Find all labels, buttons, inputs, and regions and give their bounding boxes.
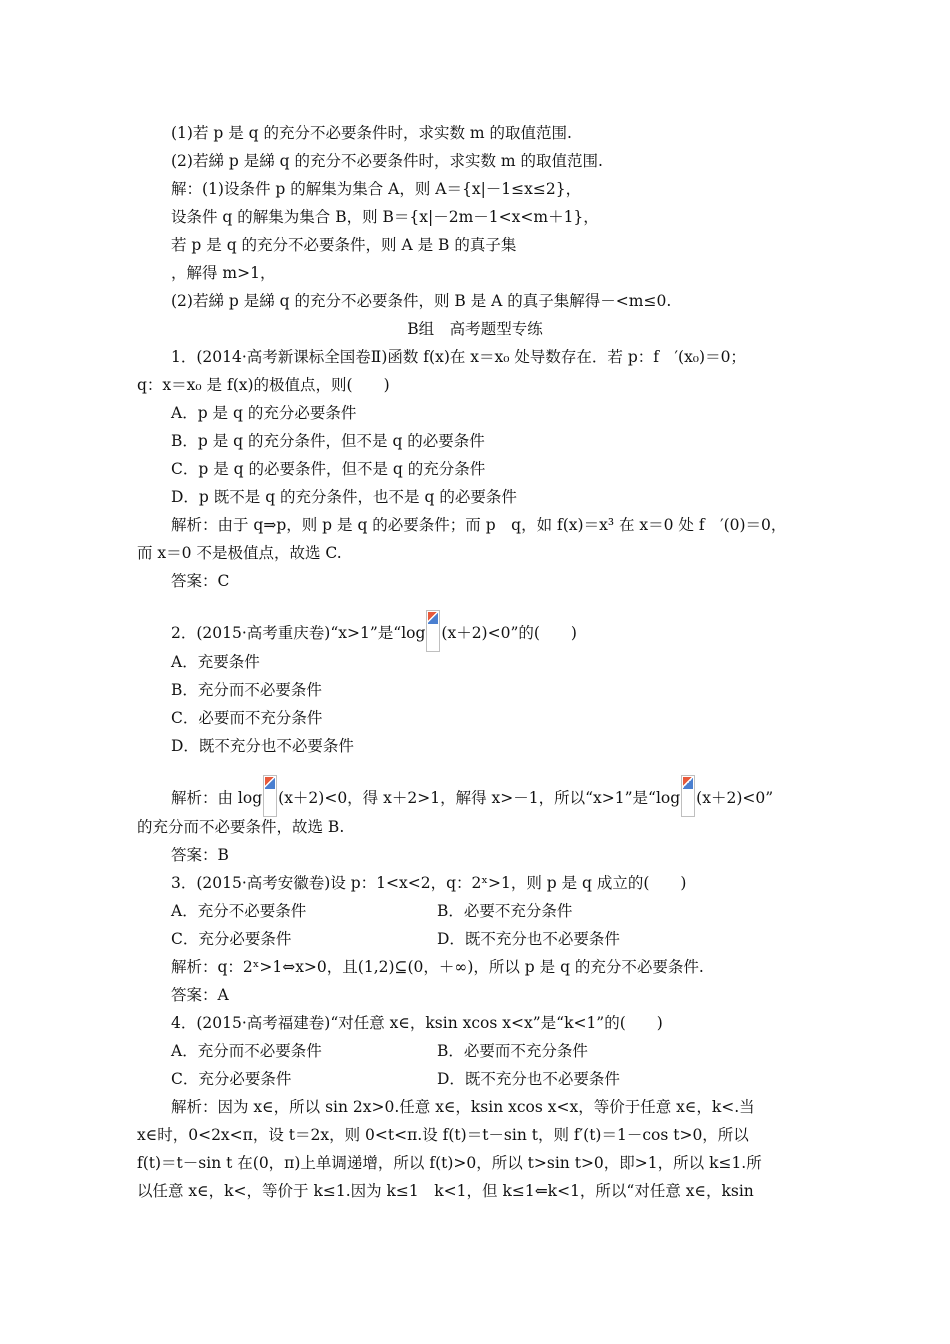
question-1-stem: 1．(2014·高考新课标全国卷Ⅱ)函数 f(x)在 x＝x₀ 处导数存在．若 p：f ′(x₀)＝0； [171,348,746,366]
analysis-line: 解析：因为 x∈，所以 sin 2x>0.任意 x∈，ksin xcos x<x，等价于任意 x∈，k<.当 [171,1098,755,1116]
option-c: C．p 是 q 的必要条件，但不是 q 的充分条件 [171,460,486,478]
option-a: A．充要条件 [171,653,260,671]
analysis-line: 的充分而不必要条件，故选 B. [137,818,345,836]
analysis-text-c: (x＋2)<0” [696,789,774,807]
answer-line: 答案：B [171,846,229,864]
option-d: D．既不充分也不必要条件 [437,930,620,948]
analysis-line: x∈时，0<2x<π，设 t＝2x，则 0<t<π.设 f(t)＝t－sin t，则 f′(t)＝1－cos t>0，所以 [137,1126,749,1144]
question-3-stem: 3．(2015·高考安徽卷)设 p：1<x<2，q：2ˣ>1，则 p 是 q 成立的( ) [171,874,687,892]
option-b: B．必要不充分条件 [437,902,573,920]
analysis-line [171,775,773,817]
question-2-text-a: 2．(2015·高考重庆卷)“x>1”是“log [171,624,426,642]
option-b: B．必要而不充分条件 [437,1042,588,1060]
option-b: B．充分而不必要条件 [171,681,322,699]
question-2-stem [171,610,577,652]
option-c: C．必要而不充分条件 [171,709,323,727]
broken-image-icon [263,775,277,817]
broken-image-icon [426,610,440,652]
analysis-line: 解析：由于 q⇒p，则 p 是 q 的必要条件；而 p q，如 f(x)＝x³ 在 x＝0 处 f ′(0)＝0， [171,516,787,534]
question-2-text-b: (x＋2)<0”的( ) [441,624,577,642]
analysis-line: 解析：q：2ˣ>1⇔x>0，且(1,2)⊆(0，＋∞)，所以 p 是 q 的充分不必要条件. [171,958,704,976]
analysis-line: 而 x＝0 不是极值点，故选 C. [137,544,342,562]
analysis-text-b: (x＋2)<0，得 x＋2>1，解得 x>－1，所以“x>1”是“log [278,789,681,807]
question-1-stem-cont: q：x＝x₀ 是 f(x)的极值点，则( ) [137,376,390,394]
option-c: C．充分必要条件 [171,930,292,948]
analysis-line: 以任意 x∈，k<，等价于 k≤1.因为 k≤1 k<1，但 k≤1⇐k<1，所以“对任意 x∈，ksin [137,1182,754,1200]
text-line: 解：(1)设条件 p 的解集为集合 A，则 A＝{x|－1≤x≤2}， [171,180,582,198]
text-line: (2)若綈 p 是綈 q 的充分不必要条件，则 B 是 A 的真子集解得－<m≤0. [171,292,672,310]
analysis-line: f(t)＝t－sin t 在(0，π)上单调递增，所以 f(t)>0，所以 t>sin t>0，即>1，所以 k≤1.所 [137,1154,762,1172]
option-a: A．p 是 q 的充分必要条件 [171,404,357,422]
text-line: 设条件 q 的解集为集合 B，则 B＝{x|－2m－1<x<m＋1}， [171,208,599,226]
question-4-stem: 4．(2015·高考福建卷)“对任意 x∈，ksin xcos x<x”是“k<1”的( ) [171,1014,663,1032]
option-c: C．充分必要条件 [171,1070,292,1088]
section-heading: B组 高考题型专练 [407,320,543,338]
option-d: D．p 既不是 q 的充分条件，也不是 q 的必要条件 [171,488,517,506]
option-d: D．既不充分也不必要条件 [437,1070,620,1088]
text-line: (1)若 p 是 q 的充分不必要条件时，求实数 m 的取值范围. [171,124,572,142]
broken-image-icon [681,775,695,817]
text-line: (2)若綈 p 是綈 q 的充分不必要条件时，求实数 m 的取值范围. [171,152,603,170]
text-line: 若 p 是 q 的充分不必要条件，则 A 是 B 的真子集 [171,236,517,254]
analysis-text-a: 解析：由 log [171,789,263,807]
option-a: A．充分而不必要条件 [171,1042,322,1060]
option-d: D．既不充分也不必要条件 [171,737,354,755]
text-line: ，解得 m>1， [171,264,276,282]
answer-line: 答案：A [171,986,229,1004]
option-b: B．p 是 q 的充分条件，但不是 q 的必要条件 [171,432,485,450]
answer-line: 答案：C [171,572,230,590]
option-a: A．充分不必要条件 [171,902,307,920]
